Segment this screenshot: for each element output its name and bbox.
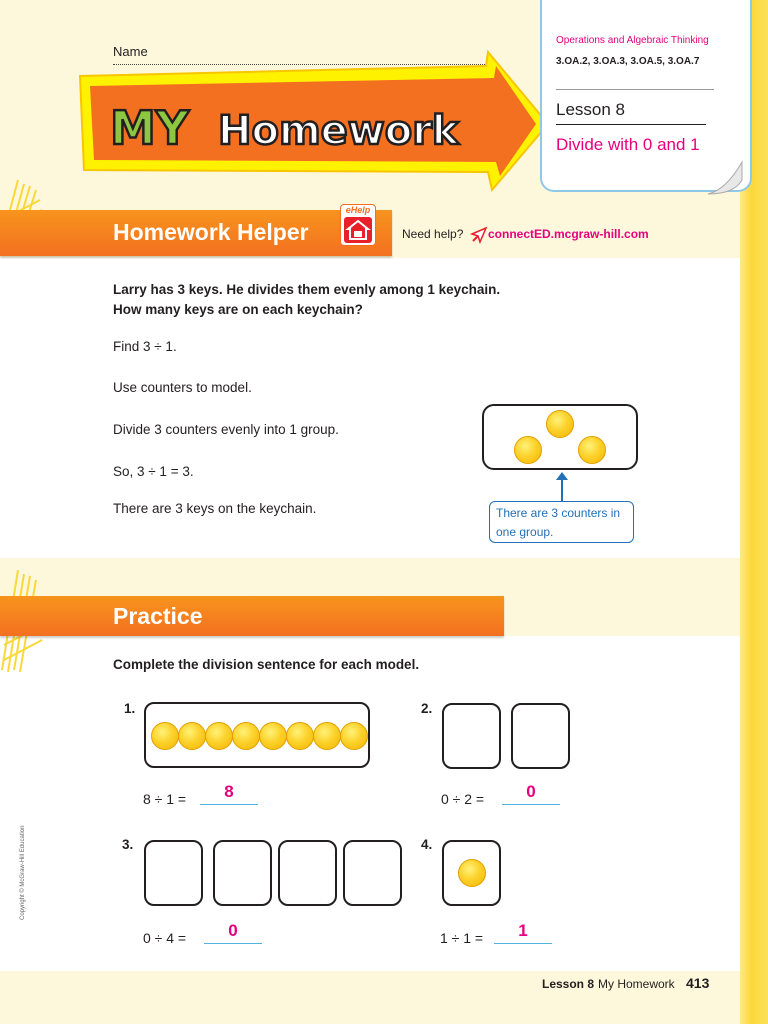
lesson-number: Lesson 8 (556, 100, 625, 119)
problem-3-answer[interactable]: 0 (228, 921, 238, 940)
problem-1-answer[interactable]: 8 (224, 782, 234, 801)
counter-icon (151, 722, 179, 750)
example-model-group (482, 404, 638, 470)
counter-icon (178, 722, 206, 750)
counter-icon (286, 722, 314, 750)
step-find: Find 3 ÷ 1. (113, 339, 177, 354)
title-homework: Homework (218, 108, 459, 154)
ehelp-icon (344, 217, 372, 243)
counter-icon (546, 410, 574, 438)
standards-title: Operations and Algebraic Thinking (556, 35, 709, 46)
problem-4-group (442, 840, 501, 906)
card-divider-2 (556, 124, 706, 125)
problem-line-1: Larry has 3 keys. He divides them evenly among 1 keychain. (113, 282, 501, 297)
problem-3-equation: 0 ÷ 4 = (143, 930, 187, 946)
footer-lesson: Lesson 8 (542, 977, 595, 991)
step-answer: There are 3 keys on the keychain. (113, 501, 317, 516)
counter-icon (232, 722, 260, 750)
counter-icon (340, 722, 368, 750)
problem-4-answer-line (494, 943, 552, 944)
card-divider (556, 89, 714, 90)
problem-2-number: 2. (421, 701, 433, 716)
problem-3-group (144, 840, 203, 906)
problem-1-number: 1. (124, 701, 136, 716)
problem-3-answer-line (204, 943, 262, 944)
need-help-text: Need help? (402, 227, 464, 241)
counter-icon (205, 722, 233, 750)
page-curl-icon (706, 160, 746, 196)
problem-3-group (213, 840, 272, 906)
counter-icon (514, 436, 542, 464)
problem-4-number: 4. (421, 837, 433, 852)
footer-section: My Homework (598, 977, 675, 991)
problem-2-answer[interactable]: 0 (526, 782, 536, 801)
problem-1-answer-line (200, 804, 258, 805)
cursor-arrow-icon (470, 226, 488, 244)
copyright-notice: Copyright © McGraw-Hill Education (20, 825, 26, 920)
problem-3-number: 3. (122, 837, 134, 852)
counter-icon (259, 722, 287, 750)
standards-codes: 3.OA.2, 3.OA.3, 3.OA.5, 3.OA.7 (556, 56, 700, 67)
page-number: 413 (686, 975, 710, 991)
callout-arrow-head (556, 472, 568, 480)
connected-link[interactable]: connectED.mcgraw-hill.com (488, 227, 649, 241)
practice-banner (0, 596, 504, 636)
problem-2-group (511, 703, 570, 769)
counter-icon (313, 722, 341, 750)
title-my: MY (110, 101, 190, 155)
ehelp-label: eHelp (345, 205, 371, 215)
problem-2-group (442, 703, 501, 769)
step-result: So, 3 ÷ 1 = 3. (113, 464, 194, 479)
practice-instructions: Complete the division sentence for each model. (113, 657, 420, 672)
name-label: Name (113, 44, 148, 59)
lesson-title: Divide with 0 and 1 (556, 135, 700, 154)
problem-1-equation: 8 ÷ 1 = (143, 791, 187, 807)
problem-2-answer-line (502, 804, 560, 805)
step-divide: Divide 3 counters evenly into 1 group. (113, 422, 339, 437)
problem-1-group (144, 702, 370, 768)
problem-3-group (343, 840, 402, 906)
problem-line-2: How many keys are on each keychain? (113, 302, 363, 317)
counter-icon (578, 436, 606, 464)
my-homework-banner (76, 48, 552, 198)
practice-panel (0, 636, 740, 971)
problem-4-answer[interactable]: 1 (518, 921, 528, 940)
homework-helper-title: Homework Helper (113, 219, 309, 245)
problem-2-equation: 0 ÷ 2 = (441, 791, 485, 807)
callout-note: There are 3 counters in one group. (489, 501, 634, 543)
problem-4-equation: 1 ÷ 1 = (440, 930, 484, 946)
practice-title: Practice (113, 603, 203, 629)
step-model: Use counters to model. (113, 380, 252, 395)
problem-3-group (278, 840, 337, 906)
counter-icon (458, 859, 486, 887)
